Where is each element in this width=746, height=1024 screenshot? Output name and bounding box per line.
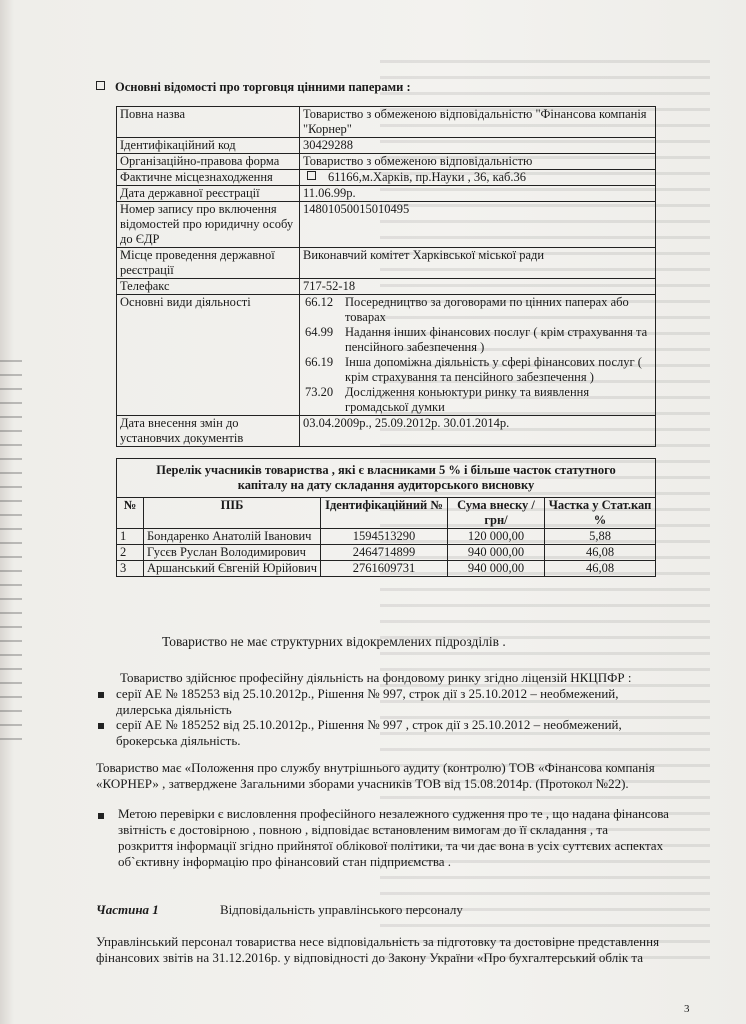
bullet-icon: [98, 692, 104, 698]
table-row: [117, 279, 656, 295]
info-value: 61166,м.Харків, пр.Науки , 36, каб.36: [300, 170, 656, 186]
table-row: [117, 154, 656, 170]
info-key: Організаційно-правова форма: [117, 154, 300, 170]
activity-code: 66.12: [305, 295, 334, 309]
column-header: Сума внеску /грн/: [448, 498, 545, 529]
member-sum: 120 000,00: [448, 529, 545, 545]
bleed-through-text-left: [0, 360, 22, 740]
info-value: 03.04.2009р., 25.09.2012р. 30.01.2014р.: [300, 416, 656, 447]
activity-text: Посередництво за договорами по цінних паперах або товарах: [345, 295, 629, 324]
info-value: 11.06.99р.: [300, 186, 656, 202]
table-row: [117, 248, 656, 279]
table-row: [117, 202, 656, 248]
column-header: №: [117, 498, 144, 529]
member-name: Бондаренко Анатолій Іванович: [144, 529, 321, 545]
activity-text: Дослідження коньюктури ринку та виявлення громадської думки: [345, 385, 590, 414]
section-heading: Основні відомості про торговця цінними паперами :: [96, 80, 411, 95]
checkbox-bullet-icon: [307, 171, 316, 180]
audit-goal-paragraph: Метою перевірки є висловлення професійного незалежного судження про те , що надана фінансова звітність є достовірною , повною , відповідає встановленим вимогам до її складання , та розкриття інформації згідно прийнятої облікової політики, та чи дає вона в усіх суттєвих аспектах об`єктивну інформацію про фінансовий стан підприємства .: [118, 806, 669, 869]
activity-item: [303, 325, 652, 355]
member-id: 2761609731: [321, 561, 448, 577]
activity-text: Інша допоміжна діяльність у сфері фінансових послуг ( крім страхування та пенсійного забезпечення ): [345, 355, 642, 384]
info-key: Ідентифікаційний код: [117, 138, 300, 154]
column-header: Частка у Стат.кап %: [545, 498, 656, 529]
table-row: [117, 295, 656, 416]
responsibility-paragraph: Управлінський персонал товариства несе відповідальність за підготовку та достовірне представлення фінансових звітів на 31.12.2016р. у відповідності до Закону України «Про бухгалтерський облік та: [96, 934, 660, 965]
info-key: Повна назва: [117, 107, 300, 138]
activity-text: Надання інших фінансових послуг ( крім страхування та пенсійного забезпечення ): [345, 325, 648, 354]
info-key: Номер запису про включення відомостей про юридичну особу до ЄДР: [117, 202, 300, 248]
members-title: Перелік учасників товариства , які є власниками 5 % і більше часток статутного капіталу на дату складання аудиторського висновку: [117, 459, 656, 498]
activity-code: 64.99: [305, 325, 334, 339]
table-row: [117, 545, 656, 561]
bullet-icon: [98, 723, 104, 729]
member-number: 3: [117, 561, 144, 577]
license-intro: Товариство здійснює професійну діяльність на фондовому ринку згідно ліцензій НКЦПФР :: [120, 670, 632, 685]
member-number: 2: [117, 545, 144, 561]
part-label: Частина 1: [96, 902, 159, 917]
member-name: Гусєв Руслан Володимирович: [144, 545, 321, 561]
checkbox-bullet-icon: [96, 81, 105, 90]
part-title: Відповідальність управлінського персоналу: [220, 902, 463, 917]
member-share: 5,88: [545, 529, 656, 545]
company-info-table: [116, 106, 656, 447]
info-key: Телефакс: [117, 279, 300, 295]
activity-item: [303, 355, 652, 385]
column-header: Ідентифікаційний №: [321, 498, 448, 529]
table-title-row: [117, 459, 656, 498]
internal-audit-paragraph: Товариство має «Положення про службу внутрішнього аудиту (контролю) ТОВ «Фінансова компанія «КОРНЕР» , затверджене Загальними зборами учасників ТОВ від 15.08.2014р. (Протокол №22).: [96, 760, 655, 791]
table-row: [117, 529, 656, 545]
bullet-icon: [98, 813, 104, 819]
member-share: 46,08: [545, 545, 656, 561]
info-key: Дата державної реєстрації: [117, 186, 300, 202]
member-id: 2464714899: [321, 545, 448, 561]
page-number: 3: [684, 1003, 690, 1015]
table-row: [117, 170, 656, 186]
info-key: Дата внесення змін до установчих документів: [117, 416, 300, 447]
member-id: 1594513290: [321, 529, 448, 545]
info-value: 30429288: [300, 138, 656, 154]
member-sum: 940 000,00: [448, 561, 545, 577]
info-value: Товариство з обмеженою відповідальністю "Фінансова компанія "Корнер": [300, 107, 656, 138]
members-table: [116, 458, 656, 577]
info-key: Місце проведення державної реєстрації: [117, 248, 300, 279]
info-value: 717-52-18: [300, 279, 656, 295]
activity-code: 73.20: [305, 385, 334, 399]
table-row: [117, 416, 656, 447]
member-sum: 940 000,00: [448, 545, 545, 561]
table-row: [117, 138, 656, 154]
column-header: ПІБ: [144, 498, 321, 529]
activities-cell: [300, 295, 656, 416]
no-branches-text: Товариство не має структурних відокремлених підрозділів .: [162, 634, 506, 649]
info-key: Основні види діяльності: [117, 295, 300, 416]
info-value: 14801050015010495: [300, 202, 656, 248]
activity-item: [303, 295, 652, 325]
activity-item: [303, 385, 652, 415]
activity-code: 66.19: [305, 355, 334, 369]
license-item-broker: серії АЕ № 185252 від 25.10.2012р., Рішення № 997 , строк дії з 25.10.2012 – необмежений, брокерська діяльність.: [116, 717, 622, 748]
table-row: [117, 186, 656, 202]
activities-list: [303, 295, 652, 415]
info-value: Товариство з обмеженою відповідальністю: [300, 154, 656, 170]
member-number: 1: [117, 529, 144, 545]
table-row: [117, 561, 656, 577]
table-row: [117, 107, 656, 138]
table-header-row: [117, 498, 656, 529]
member-name: Аршанський Євгеній Юрійович: [144, 561, 321, 577]
license-item-dealer: серії АЕ № 185253 від 25.10.2012р., Рішення № 997, строк дії з 25.10.2012 – необмежений, дилерська діяльність: [116, 686, 619, 717]
member-share: 46,08: [545, 561, 656, 577]
info-key: Фактичне місцезнаходження: [117, 170, 300, 186]
info-value: Виконавчий комітет Харківської міської ради: [300, 248, 656, 279]
